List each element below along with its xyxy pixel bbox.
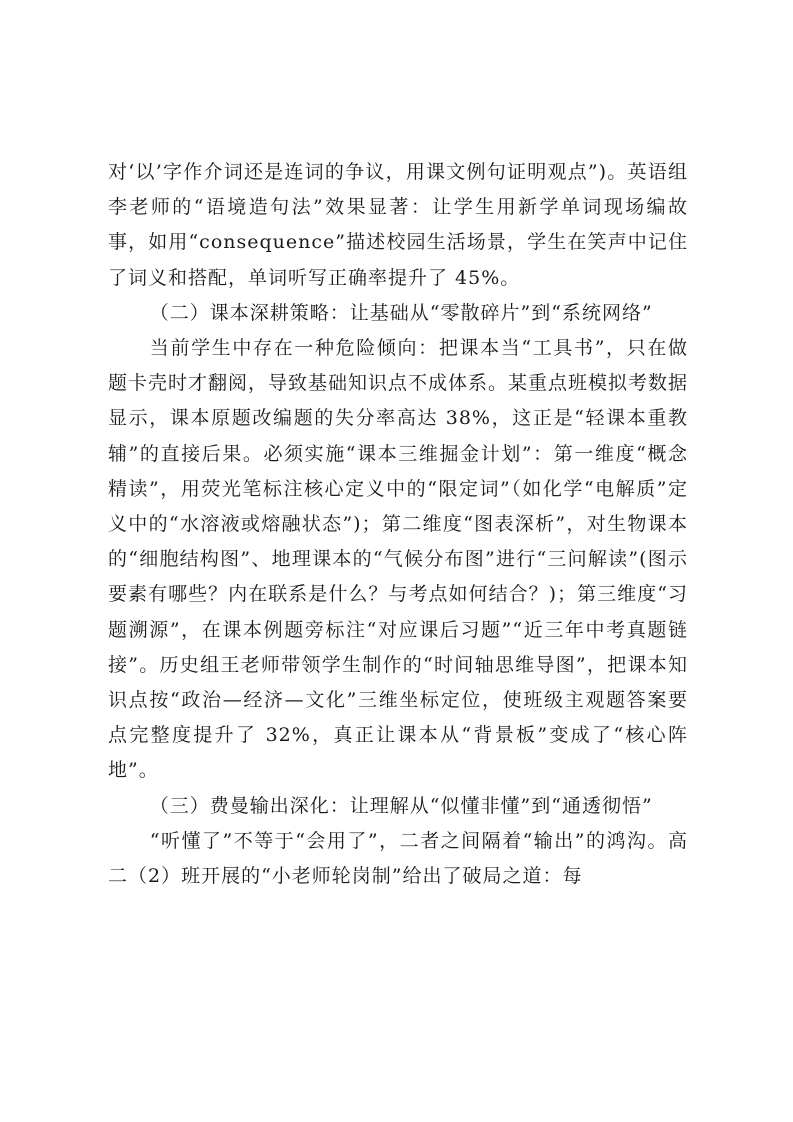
section-heading-feynman: （三）费曼输出深化：让理解从“似懂非懂”到“通透彻悟”	[149, 794, 653, 817]
paragraph-continued: 对‘以’字作介词还是连词的争议，用课文例句证明观点”)。英语组李老师的“语境造句法”效果显著：让学生用新学单词现场编故事，如用“consequence”描述校园生活场景，学生在笑声中记住了词义和搭配，单词听写正确率提升了 45%。	[108, 161, 688, 289]
document-body	[108, 155, 688, 894]
paragraph-textbook: 当前学生中存在一种危险倾向：把课本当“工具书”，只在做题卡壳时才翻阅，导致基础知识点不成体系。某重点班模拟考数据显示，课本原题改编题的失分率高达 38%，这正是“轻课本重教辅”的直接后果。必须实施“课本三维掘金计划”：第一维度“概念精读”，用荧光笔标注核心定义中的“限定词”（如化学“电解质”定义中的“水溶液或熔融状态”)；第二维度“图表深析”，对生物课本的“细胞结构图”、地理课本的“气候分布图”进行“三问解读”(图示要素有哪些？内在联系是什么？与考点如何结合？)；第三维度“习题溯源”，在课本例题旁标注“对应课后习题”“近三年中考真题链接”。历史组王老师带领学生制作的“时间轴思维导图”，把课本知识点按“政治—经济—文化”三维坐标定位，使班级主观题答案要点完整度提升了 32%，真正让课本从“背景板”变成了“核心阵地”。	[108, 337, 689, 782]
paragraph-feynman: “听懂了”不等于“会用了”，二者之间隔着“输出”的鸿沟。高二（2）班开展的“小老师轮岗制”给出了破局之道：每	[108, 829, 688, 888]
section-heading-textbook: （二）课本深耕策略：让基础从“零散碎片”到“系统网络”	[149, 301, 653, 324]
